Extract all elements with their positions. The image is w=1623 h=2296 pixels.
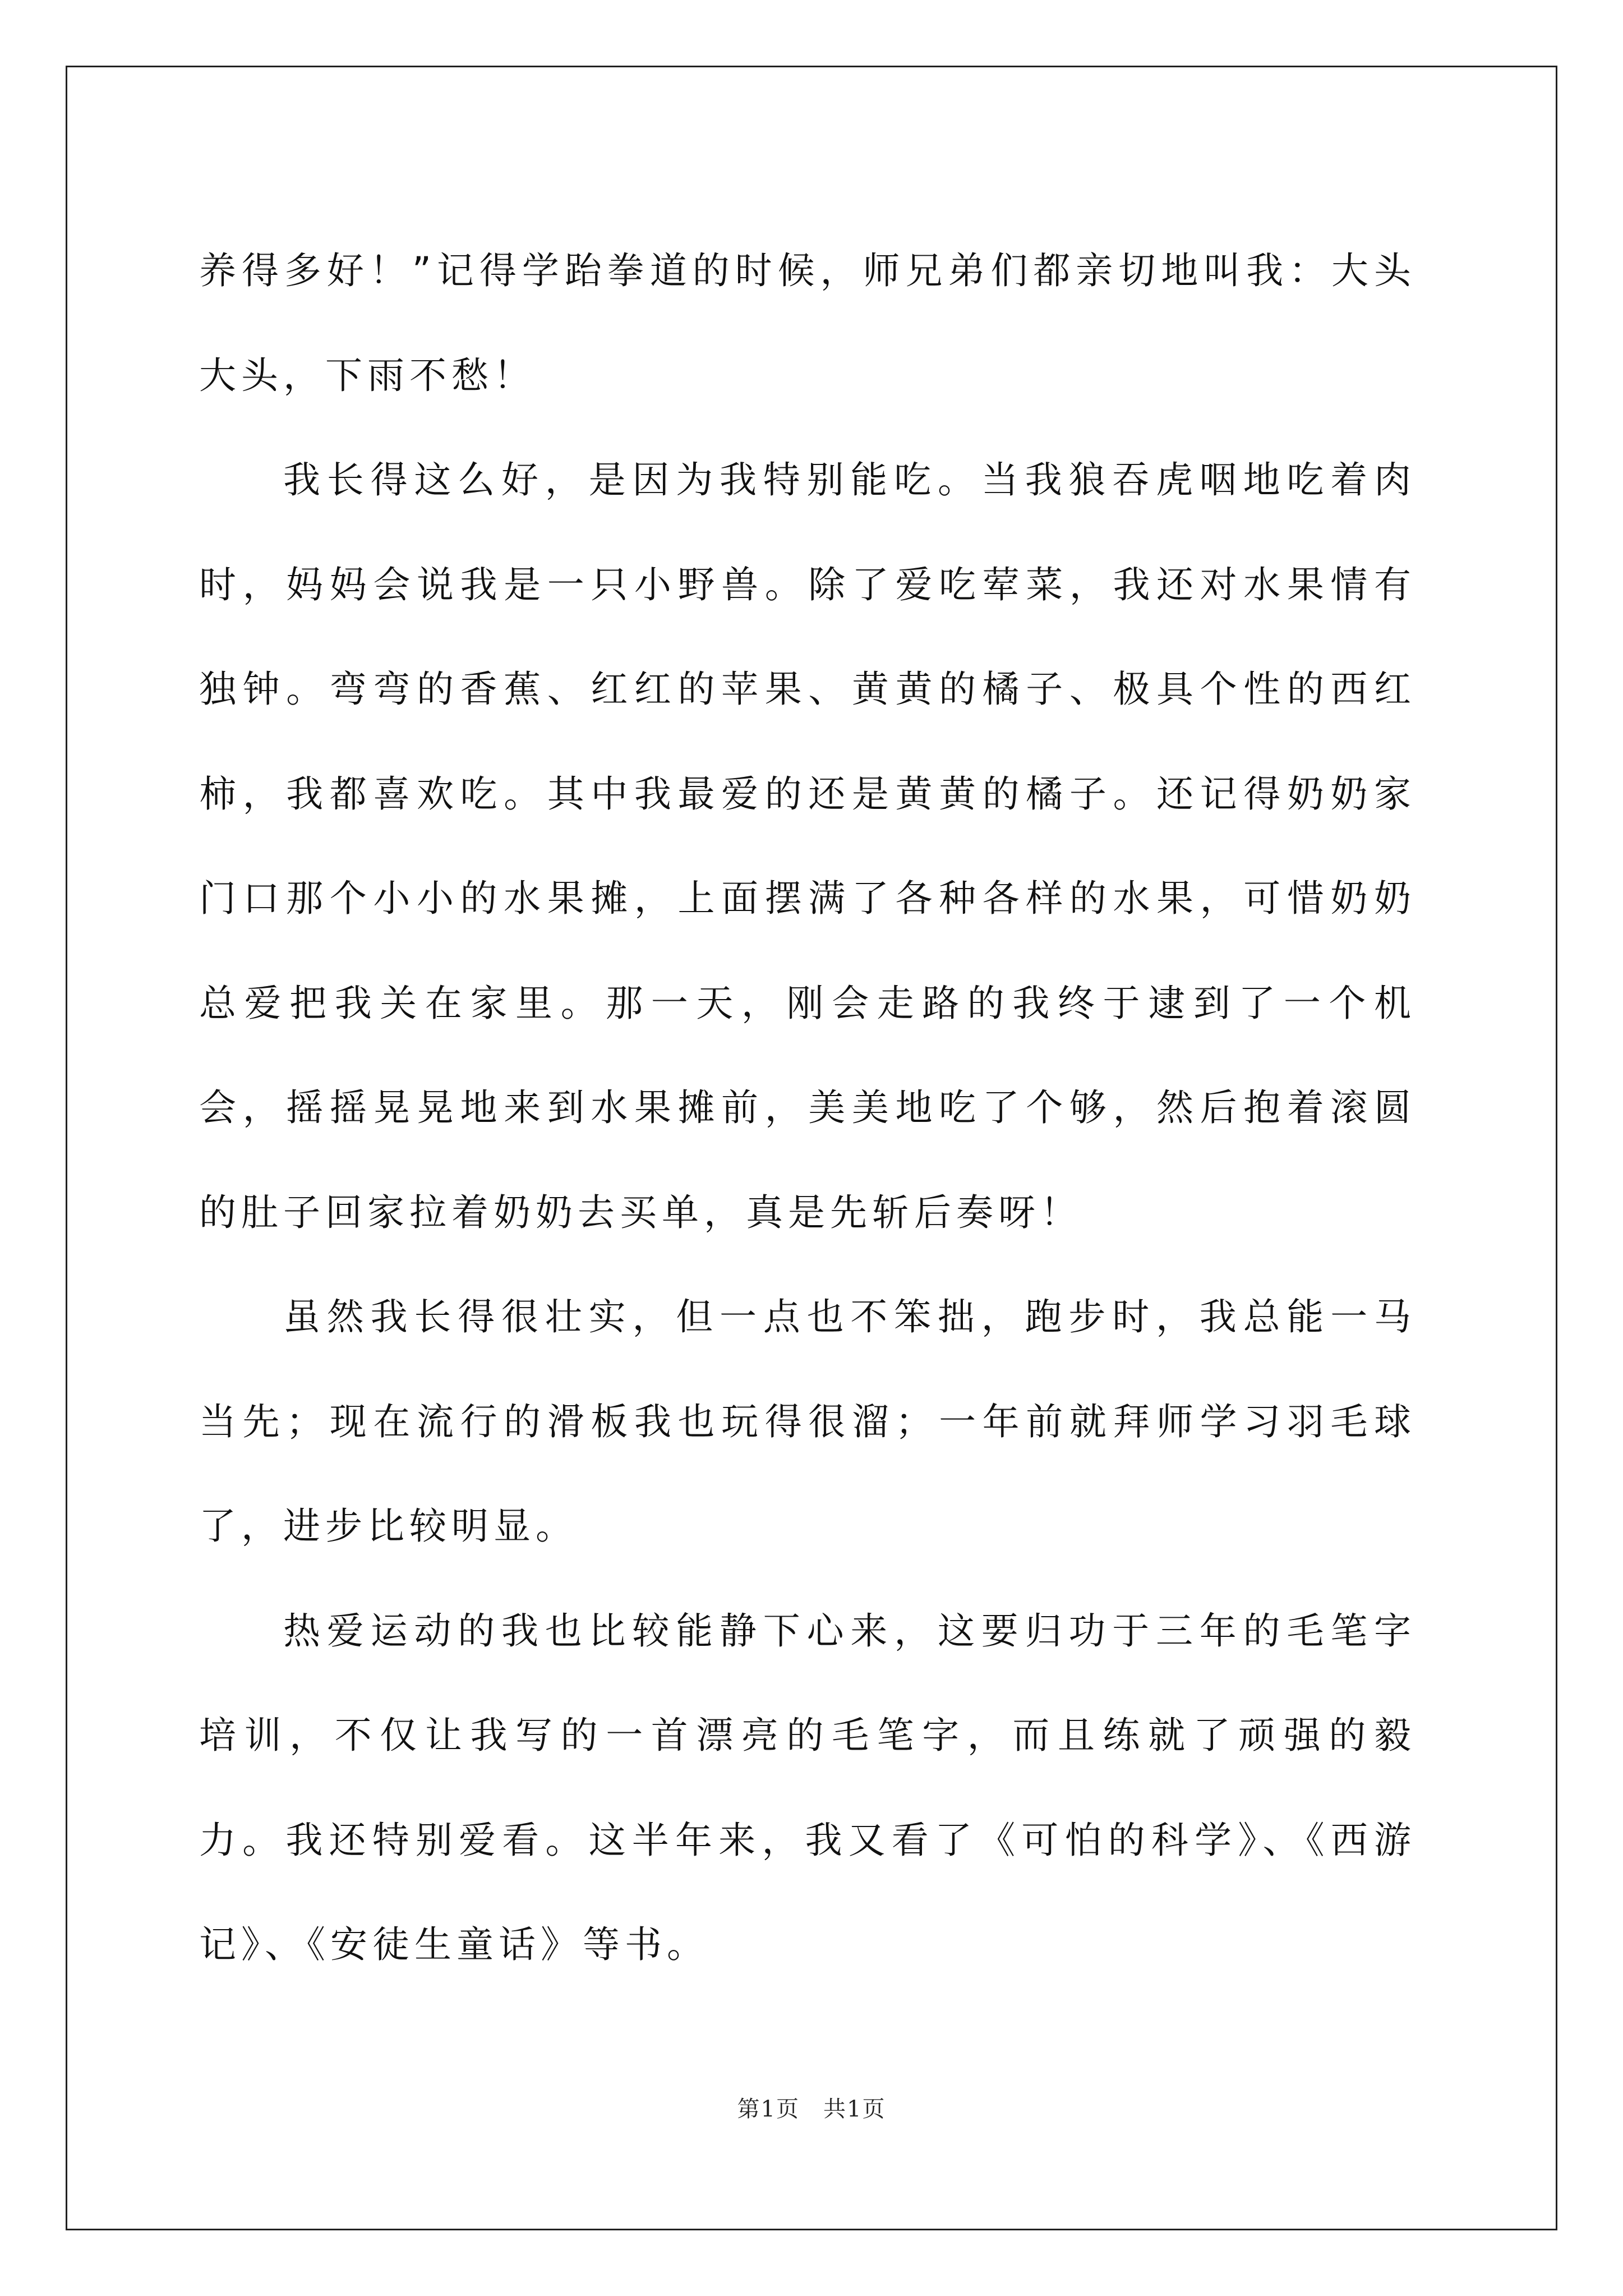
page-footer: 第1页 共1页 — [737, 2096, 886, 2122]
paragraph-4: 热爱运动的我也比较能静下心来，这要归功于三年的毛笔字培训，不仅让我写的一首漂亮的毛笔字，而且练就了顽强的毅力。我还特别爱看。这半年来，我又看了《可怕的科学》、《西游记》、《安徒生童话》等书。 — [199, 1609, 1416, 1966]
document-body — [199, 219, 1416, 1998]
paragraph-2: 我长得这么好，是因为我特别能吃。当我狼吞虎咽地吃着肉时，妈妈会说我是一只小野兽。除了爱吃荤菜，我还对水果情有独钟。弯弯的香蕉、红红的苹果、黄黄的橘子、极具个性的西红柿，我都喜欢吃。其中我最爱的还是黄黄的橘子。还记得奶奶家门口那个小小的水果摊，上面摆满了各种各样的水果，可惜奶奶总爱把我关在家里。那一天，刚会走路的我终于逮到了一个机会，摇摇晃晃地来到水果摊前，美美地吃了个够，然后抱着滚圆的肚子回家拉着奶奶去买单，真是先斩后奏呀！ — [199, 458, 1416, 1234]
paragraph-3: 虽然我长得很壮实，但一点也不笨拙，跑步时，我总能一马当先；现在流行的滑板我也玩得很溜；一年前就拜师学习羽毛球了，进步比较明显。 — [199, 1295, 1416, 1548]
paragraph-1: 养得多好！”记得学跆拳道的时候，师兄弟们都亲切地叫我：大头大头，下雨不愁！ — [199, 249, 1416, 397]
